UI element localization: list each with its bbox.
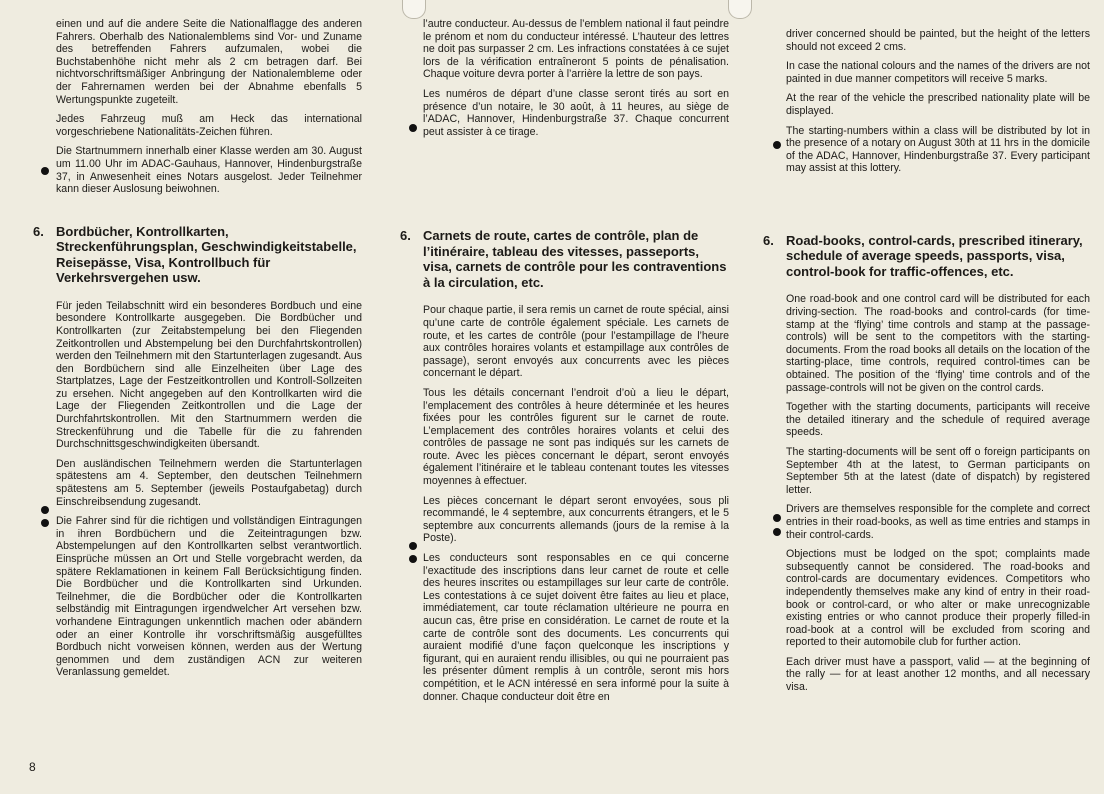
margin-bullet xyxy=(41,519,49,527)
paragraph: Les numéros de départ d’une classe seront tirés au sort en présence d’un notaire, le 30 août, à 11 heures, au siège de l’ADAC, Hannover, Hindenburgstraße 37. Chaque concurrent peut assister à ce tirage. xyxy=(423,87,729,138)
paragraph: Die Startnummern innerhalb einer Klasse werden am 30. August um 11.00 Uhr im ADAC-Gauhaus, Hannover, Hindenburgstraße 37, in Anwesenheit eines Notars ausgelost. Jeder Teilnehmer kann dieser Auslosung beiwohnen. xyxy=(56,145,362,196)
paragraph: Jedes Fahrzeug muß am Heck das international vorgeschriebene Nationalitäts-Zeichen führen. xyxy=(56,113,362,138)
paragraph: Drivers are themselves responsible for the complete and correct entries in their road-books, as well as time entries and stamps in their control-cards. xyxy=(786,503,1090,541)
heading-text: Bordbücher, Kontrollkarten, Streckenführungsplan, Geschwindigkeitstabelle, Reisepässe, Visa, Kontrollbuch für Verkehrsvergehen usw. xyxy=(56,223,357,286)
section-number: 6. xyxy=(400,228,411,244)
margin-bullet xyxy=(41,167,49,175)
heading-text: Carnets de route, cartes de contrôle, plan de l’itinéraire, tableau des vitesses, passeports, visa, carnets de contrôle pour les contraventions à la circulation, etc. xyxy=(423,228,727,290)
paragraph: Les conducteurs sont responsables en ce qui concerne l’exactitude des inscriptions dans leur carnet de route et celle des heures inscrites ou estampillages sur leur carte de contrôle. Les contestations à ce sujet doivent être faites au lieu et place, immédiatement, car toute réclamation ultérieure ne pourra en aucun cas, être prise en considération. Le carnet de route et la carte de contrôle sont des documents. Les concurrents qui auraient modifié d’une façon quelconque les inscriptions y figurant, qui en auraient rendu illisibles, ou qui ne pourraient pas les présenter dûment remplis à un contrôle, seront mis hors compétition, et le ACN intéressé en sera informé pour la suite à donner. Chaque conducteur doit être en xyxy=(423,552,729,703)
paragraph: Together with the starting documents, participants will receive the detailed itinerary and the schedule of required average speeds. xyxy=(786,401,1090,439)
section-heading xyxy=(763,232,1090,280)
section-heading xyxy=(33,223,362,286)
column-english xyxy=(763,0,1090,701)
margin-bullet xyxy=(409,124,417,132)
section-number: 6. xyxy=(763,232,774,248)
paragraph: The starting-documents will be sent off o foreign participants on September 4th at the latest, to German participants on September 5th at the latest (date of dispatch) by registered letter. xyxy=(786,445,1090,496)
margin-bullet xyxy=(41,506,49,514)
column-french xyxy=(400,0,729,710)
binding-hole xyxy=(728,0,752,19)
paragraph: einen und auf die andere Seite die Nationalflagge des anderen Fahrers. Oberhalb des Nationalemblems sind Vor- und Zuname des betreffenden Fahrers aufzumalen, wobei die Buchstabenhöhe nicht mehr als 2 cm betragen darf. Bei nichtvorschriftsmäßiger Anbringung der Nationalembleme oder der Fahrernamen werden bei der Abnahme ebenfalls 5 Wertungspunkte zugeteilt. xyxy=(56,18,362,106)
paragraph: Tous les détails concernant l’endroit d’où a lieu le départ, l’emplacement des contrôles à heure déterminée et les heures fixées pour les contrôles figurent sur le carnet de route. L’emplacement des contrôles horaires volants et celui des contrôles de passage ne sont pas indiqués sur les carnets de route. Avec les pièces concernant le départ, seront envoyés également l’itinéraire et le tableau contenant toutes les vitesses moyennes à effectuer. xyxy=(423,386,729,488)
column-german xyxy=(33,0,362,686)
paragraph: Den ausländischen Teilnehmern werden die Startunterlagen spätestens am 4. September, den deutschen Teilnehmern spätestens am 5. September (jeweils Postaufgabetag) durch Einschreibsendung zugesandt. xyxy=(56,457,362,508)
paragraph: The starting-numbers within a class will be distributed by lot in the presence of a notary on August 30th at 11 hrs in the domicile of the ADAC, Hannover, Hindenburgstraße 37. Every participant may assist at this lottery. xyxy=(786,124,1090,175)
paragraph: Les pièces concernant le départ seront envoyées, sous pli recommandé, le 4 septembre, aux concurrents étrangers, et le 5 septembre aux concurrents allemands (jours de la remise à la Poste). xyxy=(423,494,729,545)
paragraph: Für jeden Teilabschnitt wird ein besonderes Bordbuch und eine besondere Kontrollkarte ausgegeben. Die Bordbücher und Kontrollkarten (zur Zeitabstempelung bei den Fliegenden Zeitkontrollen und Abstempelung bei den Durchfahrtskontrollen) werden den Teilnehmern mit den Startunterlagen zugesandt. Aus den Bordbüchern sind alle Einzelheiten über Lage des Startplatzes, Lage der Festzeitkontrollen und Kontroll-Sollzeiten zu ersehen. Nicht angegeben auf den Kontrollkarten wird die Lage der Fliegenden Zeitkontrollen und die Lage der Durchfahrtskontrollen. Mit den Startnummern werden die Streckenführung und die Tabelle für die zu fahrenden Durchschnittsgeschwindigkeiten übersandt. xyxy=(56,299,362,451)
paragraph: Each driver must have a passport, valid — at the beginning of the rally — for at least another 12 months, and all necessary visa. xyxy=(786,655,1090,694)
section-heading xyxy=(400,228,729,290)
paragraph: l’autre conducteur. Au-dessus de l’emblem national il faut peindre le prénom et nom du conducteur intéressé. L’hauteur des lettres ne doit pas surpasser 2 cm. Les infractions constatées à ce sujet lors de la vérification entraîneront 5 points de pénalisation. Chaque voiture devra porter à l’arrière la lettre de son pays. xyxy=(423,18,729,81)
paragraph: In case the national colours and the names of the drivers are not painted in due manner competitors will receive 5 marks. xyxy=(786,60,1090,85)
paragraph: driver concerned should be painted, but the height of the letters should not exceed 2 cms. xyxy=(786,28,1090,53)
margin-bullet xyxy=(409,555,417,563)
paragraph: Die Fahrer sind für die richtigen und vollständigen Eintragungen in ihren Bordbüchern und die Zeiteintragungen bzw. Abstempelungen auf den Kontrollkarten selbst verantwortlich. Einsprüche müssen an Ort und Stelle vorgebracht werden, da spätere Reklamationen in keinem Fall Berücksichtigung finden. Die Bordbücher und die Kontrollkarten sind Urkunden. Teilnehmer, die die Bordbücher oder die Kontrollkarten selbständig mit Eintragungen irgendwelcher Art versehen bzw. vorhandene Eintragungen unkenntlich machen oder abändern oder an einer Kontrolle ihr vorschriftsmäßig ausgefülltes Bordbuch nicht vorweisen können, werden aus der Wertung genommen und dem zuständigen ACN zur weiteren Veranlassung gemeldet. xyxy=(56,515,362,679)
paragraph: Objections must be lodged on the spot; complaints made subsequently cannot be considered. The road-books and control-cards are documentary evidences. Competitors who independently themselves make any kind of entry in their road-book or control-card, or who alter or make unrecognizable existing entries or who cannot produce their properly filled-in road-book at a control will be excluded from scoring and reported to their automobile club for further action. xyxy=(786,548,1090,649)
margin-bullet xyxy=(773,514,781,522)
page-number: 8 xyxy=(29,760,36,774)
margin-bullet xyxy=(773,528,781,536)
margin-bullet xyxy=(409,542,417,550)
paragraph: At the rear of the vehicle the prescribed nationality plate will be displayed. xyxy=(786,92,1090,117)
section-number: 6. xyxy=(33,223,44,239)
margin-bullet xyxy=(773,141,781,149)
heading-text: Road-books, control-cards, prescribed itinerary, schedule of average speeds, passports, visa, control-book for traffic-offences, etc. xyxy=(786,232,1083,279)
paragraph: Pour chaque partie, il sera remis un carnet de route spécial, ainsi qu’une carte de contrôle également spéciale. Les carnets de route, et les cartes de contrôle (pour l’estampillage de l’heure aux contrôles horaires volants et estampillage aux contrôles de passage), seront envoyés aux concurrents avec les pièces concernant le départ. xyxy=(423,304,729,380)
paragraph: One road-book and one control card will be distributed for each driving-section. The road-books and control-cards (for time-stamp at the ‘flying’ time controls and stamp at the passage-controls) will be sent to the competitors with the starting-documents. From the road books all details on the location of the starting-place, time controls, required control-times can be obtained. The position of the ‘flying’ time controls and of the passage-controls will not be given on the control cards. xyxy=(786,293,1090,394)
